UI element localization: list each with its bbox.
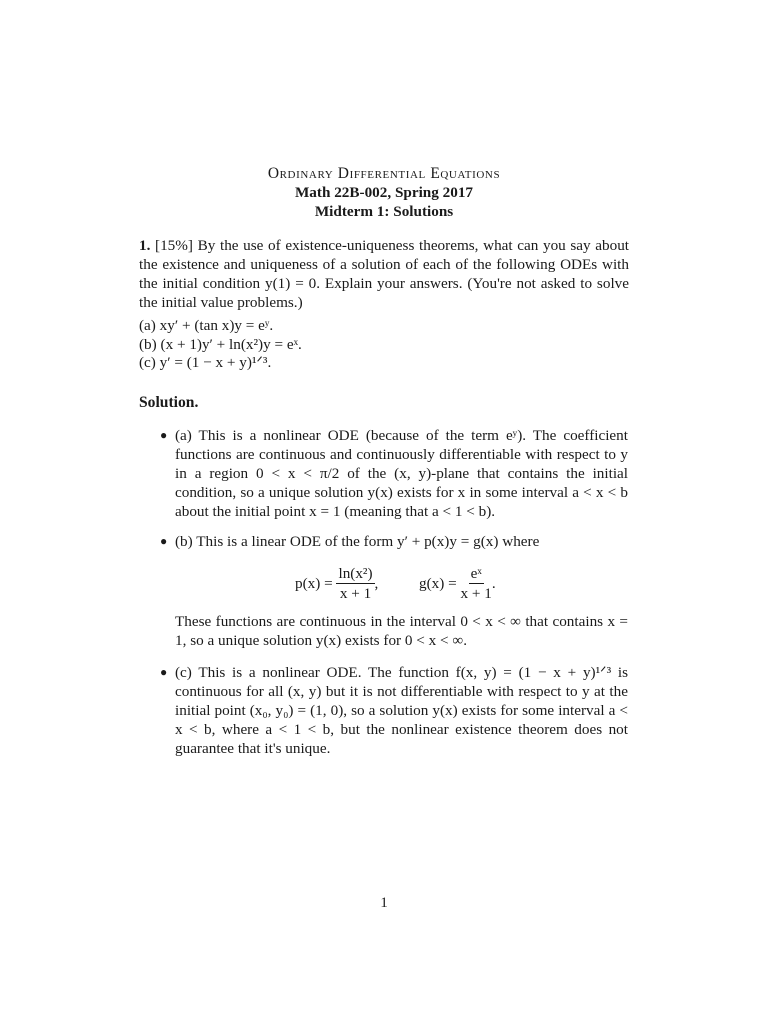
equation-p-lhs: p(x) = (295, 574, 333, 592)
solution-item-b (160, 532, 628, 551)
equation-g-lhs: g(x) = (419, 574, 457, 592)
course-title: Ordinary Differential Equations (267, 165, 501, 182)
exam-title: Midterm 1: Solutions (314, 203, 454, 220)
fraction-p-denominator: x + 1 (339, 584, 372, 602)
solution-item-a (160, 426, 628, 521)
fraction-p (336, 565, 374, 602)
question-text: [15%] By the use of existence-uniqueness theorems, what can you say about the existence and uniqueness of a solution of each of the following ODEs with the initial condition y(1) = 0. Explain your answers. (You're not asked to solve the initial value problems.) (139, 237, 630, 311)
question-parts (139, 316, 629, 372)
solution-c-text: (c) This is a nonlinear ODE. The function f(x, y) = (1 − x + y)¹ᐟ³ is continuous for all (x, y) but it is not differentiable with respect to y at the initial point (x₀, y₀) = (1, 0), so a solution y(x) exists for some interval a < x < b, where a < 1 < b, but the nonlinear existence theorem does not guarantee that it's unique. (175, 664, 628, 757)
equation-g (419, 562, 496, 604)
solution-b-conclusion: These functions are continuous in the interval 0 < x < ∞ that contains x = 1, so a unique solution y(x) exists for 0 < x < ∞. (175, 613, 628, 649)
bullet-icon: ● (160, 534, 168, 548)
question-part-c: (c) y′ = (1 − x + y)¹ᐟ³. (139, 354, 272, 371)
equation-p (295, 562, 378, 604)
solution-b-intro: (b) This is a linear ODE of the form y′ + p(x)y = g(x) where (175, 533, 540, 550)
solution-heading: Solution. (139, 394, 199, 411)
fraction-p-numerator: ln(x²) (338, 564, 373, 582)
fraction-g (460, 565, 491, 602)
equation-g-tail: . (491, 574, 496, 592)
question-number: 1. (139, 237, 151, 254)
question-1 (139, 236, 629, 312)
fraction-g-numerator: eˣ (470, 564, 482, 582)
bullet-icon: ● (160, 665, 168, 679)
bullet-icon: ● (160, 428, 168, 442)
solution-item-c (160, 663, 628, 758)
question-part-b: (b) (x + 1)y′ + ln(x²)y = eˣ. (139, 335, 302, 353)
solution-a-text: (a) This is a nonlinear ODE (because of the term eʸ). The coefficient functions are continuous and continuously differentiable with respect to y in a region 0 < x < π/2 of the (x, y)-plane that contains the initial condition, so a unique solution y(x) exists for x in some interval a < x < b about the initial point x = 1 (meaning that a < 1 < b). (175, 427, 628, 520)
question-part-a: (a) xy′ + (tan x)y = eʸ. (139, 317, 274, 334)
course-line: Math 22B-002, Spring 2017 (294, 184, 474, 201)
equation-p-tail: , (374, 574, 379, 592)
page-number: 1 (380, 894, 388, 911)
display-equation (175, 562, 628, 604)
fraction-g-denominator: x + 1 (460, 584, 492, 602)
